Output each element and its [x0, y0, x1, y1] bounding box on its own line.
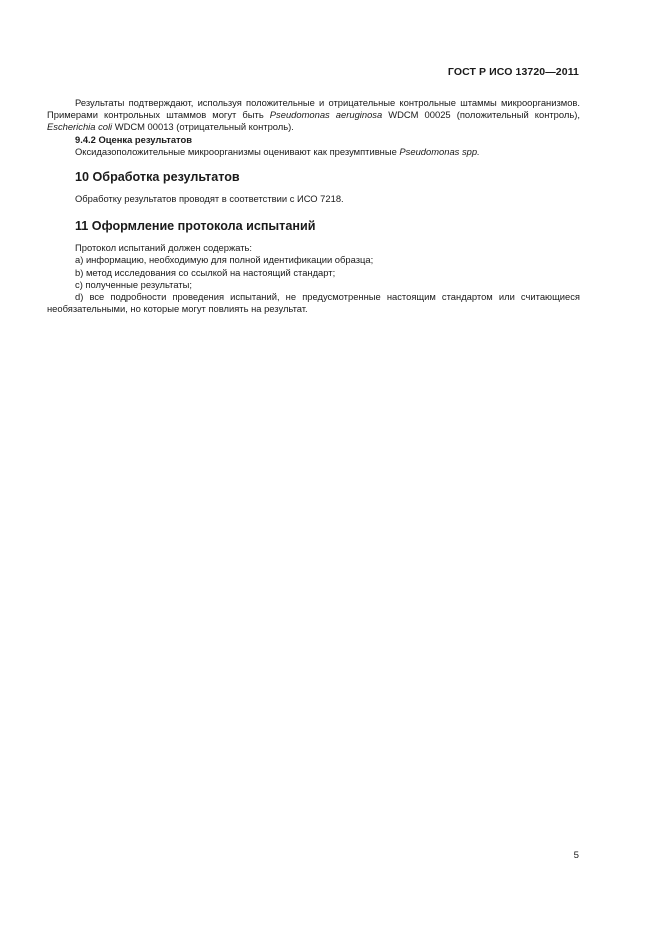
- list-item-d: d) все подробности проведения испытаний, не предусмотренные настоящим стандартом или считающиеся необязательными, но которые могут повлиять на результат.: [47, 291, 580, 315]
- document-body: [47, 97, 580, 315]
- subsection-heading-9-4-2: 9.4.2 Оценка результатов: [75, 133, 193, 145]
- list-item-a: a) информацию, необходимую для полной идентификации образца;: [75, 254, 374, 266]
- text-run: WDCM 00013 (отрицательный контроль).: [112, 121, 294, 133]
- paragraph-control-strains: [47, 97, 580, 134]
- paragraph-processing: Обработку результатов проводят в соответствии с ИСО 7218.: [75, 193, 344, 205]
- text-run: Оксидазоположительные микроорганизмы оценивают как презумптивные: [75, 145, 400, 157]
- paragraph-report-intro: Протокол испытаний должен содержать:: [75, 242, 253, 254]
- text-run: Результаты подтверждают, используя положительные и отрицательные контрольные штаммы микроорганизмов. Примерами контрольных штаммов могут быть: [47, 97, 580, 121]
- section-heading-10: 10 Обработка результатов: [75, 170, 240, 185]
- organism-name-negative: Escherichia coli: [47, 121, 113, 133]
- text-run: WDCM 00025 (положительный контроль),: [382, 109, 580, 121]
- organism-name-presumptive: Pseudomonas spp.: [399, 145, 480, 157]
- list-item-b: b) метод исследования со ссылкой на настоящий стандарт;: [75, 266, 336, 278]
- page-header-standard-code: ГОСТ Р ИСО 13720—2011: [447, 66, 579, 78]
- organism-name-positive: Pseudomonas aeruginosa: [269, 109, 383, 121]
- list-item-c: c) полученные результаты;: [75, 278, 193, 290]
- page-number: 5: [573, 850, 579, 861]
- paragraph-evaluation: [47, 146, 580, 158]
- section-heading-11: 11 Оформление протокола испытаний: [75, 219, 316, 234]
